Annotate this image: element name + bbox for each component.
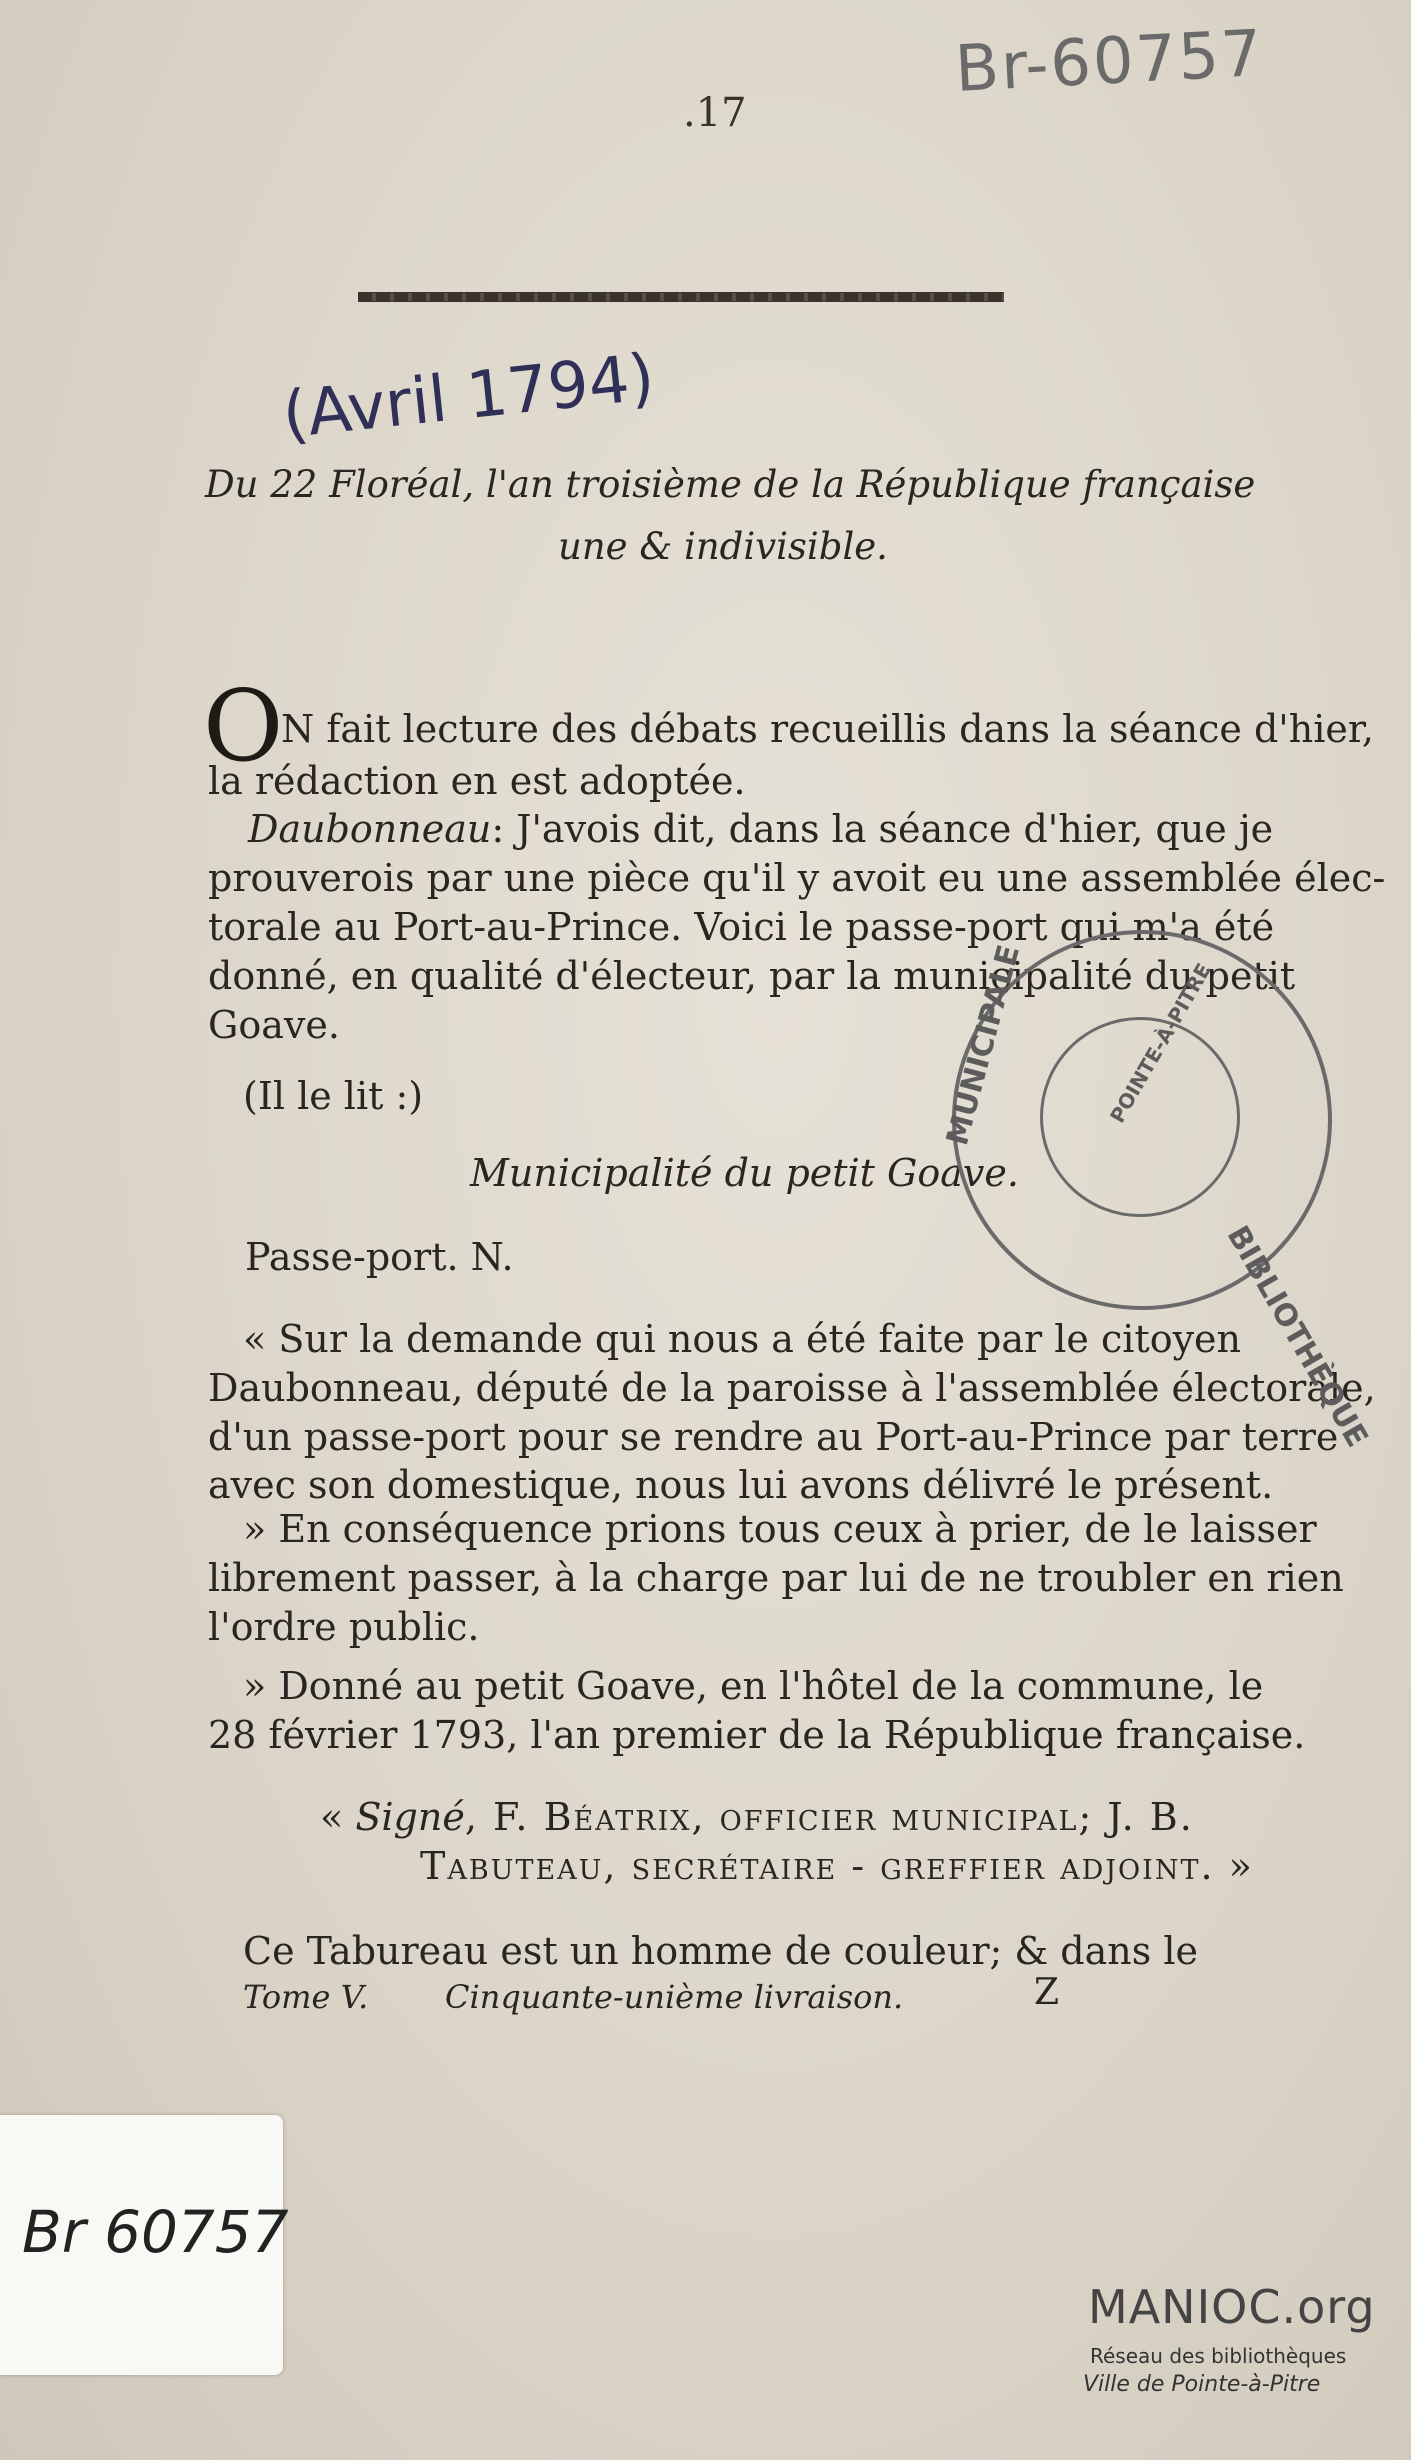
session-heading-line1: Du 22 Floréal, l'an troisième de la République française [205, 463, 1256, 506]
manioc-city: Ville de Pointe-à-Pitre [1083, 2372, 1321, 2397]
manioc-subtitle: Réseau des bibliothèques [1090, 2344, 1347, 2368]
para1-line1: N fait lecture des débats recueillis dans la séance d'hier, [281, 707, 1374, 751]
session-heading-line2: une & indivisible. [558, 525, 888, 568]
para1-line2: la rédaction en est adoptée. [208, 759, 746, 803]
catalogue-label-text: Br 60757 [22, 2198, 289, 2266]
quote1-line4: avec son domestique, nous lui avons délivré le présent. [208, 1463, 1274, 1507]
para2-line2: prouverois par une pièce qu'il y avoit eu une assemblée élec- [208, 856, 1386, 900]
signe-word: Signé [355, 1795, 465, 1839]
drop-cap: O [203, 670, 284, 784]
quote1-line3: d'un passe-port pour se rendre au Port-au-Prince par terre [208, 1415, 1339, 1459]
para2-line5: Goave. [208, 1003, 340, 1047]
quote2-line3: l'ordre public. [208, 1605, 480, 1649]
para2-line1-rest: : J'avois dit, dans la séance d'hier, que je [491, 807, 1274, 851]
ornamental-rule [358, 292, 1004, 302]
signature-line2: Tabuteau, secrétaire - greffier adjoint. » [420, 1844, 1254, 1888]
para2-line3: torale au Port-au-Prince. Voici le passe-port qui m'a été [208, 905, 1275, 949]
manioc-logo: MANIOC.org [1088, 2280, 1376, 2334]
quote3-line2: 28 février 1793, l'an premier de la République française. [208, 1713, 1306, 1757]
page-number: .17 [683, 90, 747, 136]
speaker-name: Daubonneau [248, 807, 492, 851]
footer-livraison: Cinquante-unième livraison. [445, 1978, 904, 2016]
quote1-line2: Daubonneau, député de la paroisse à l'assemblée électorale, [208, 1366, 1376, 1410]
stamp-text-right: BIBLIOTHÈQUE [1219, 1220, 1375, 1454]
last-text-line: Ce Tabureau est un homme de couleur; & dans le [243, 1929, 1198, 1973]
quote2-line1: » En conséquence prions tous ceux à prier, de le laisser [243, 1507, 1317, 1551]
signature-line1-rest: , F. Béatrix, officier municipal; J. B. [464, 1795, 1194, 1839]
passport-label: Passe-port. N. [245, 1235, 514, 1279]
para2-line1 [248, 808, 1273, 851]
para2-line4: donné, en qualité d'électeur, par la municipalité du petit [208, 954, 1296, 998]
quote2-line2: librement passer, à la charge par lui de ne troubler en rien [208, 1556, 1344, 1600]
quote1-line1: « Sur la demande qui nous a été faite par le citoyen [243, 1317, 1242, 1361]
footer-signature-mark: Z [1034, 1972, 1060, 2013]
document-title: Municipalité du petit Goave. [470, 1151, 1019, 1195]
footer-tome: Tome V. [243, 1978, 369, 2016]
signature-line1: « Signé, F. Béatrix, officier municipal; J. B. [320, 1795, 1194, 1839]
stamp-text-left: MUNICIPALE [940, 941, 1028, 1150]
library-stamp-inner-ring [1040, 1017, 1240, 1217]
stamp-text-inner: POINTE-À-PITRE [1105, 959, 1216, 1127]
quote3-line1: » Donné au petit Goave, en l'hôtel de la commune, le [243, 1664, 1264, 1708]
stage-direction: (Il le lit :) [243, 1074, 424, 1118]
handwritten-date: (Avril 1794) [279, 340, 658, 454]
handwritten-call-number: Br-60757 [953, 16, 1266, 108]
